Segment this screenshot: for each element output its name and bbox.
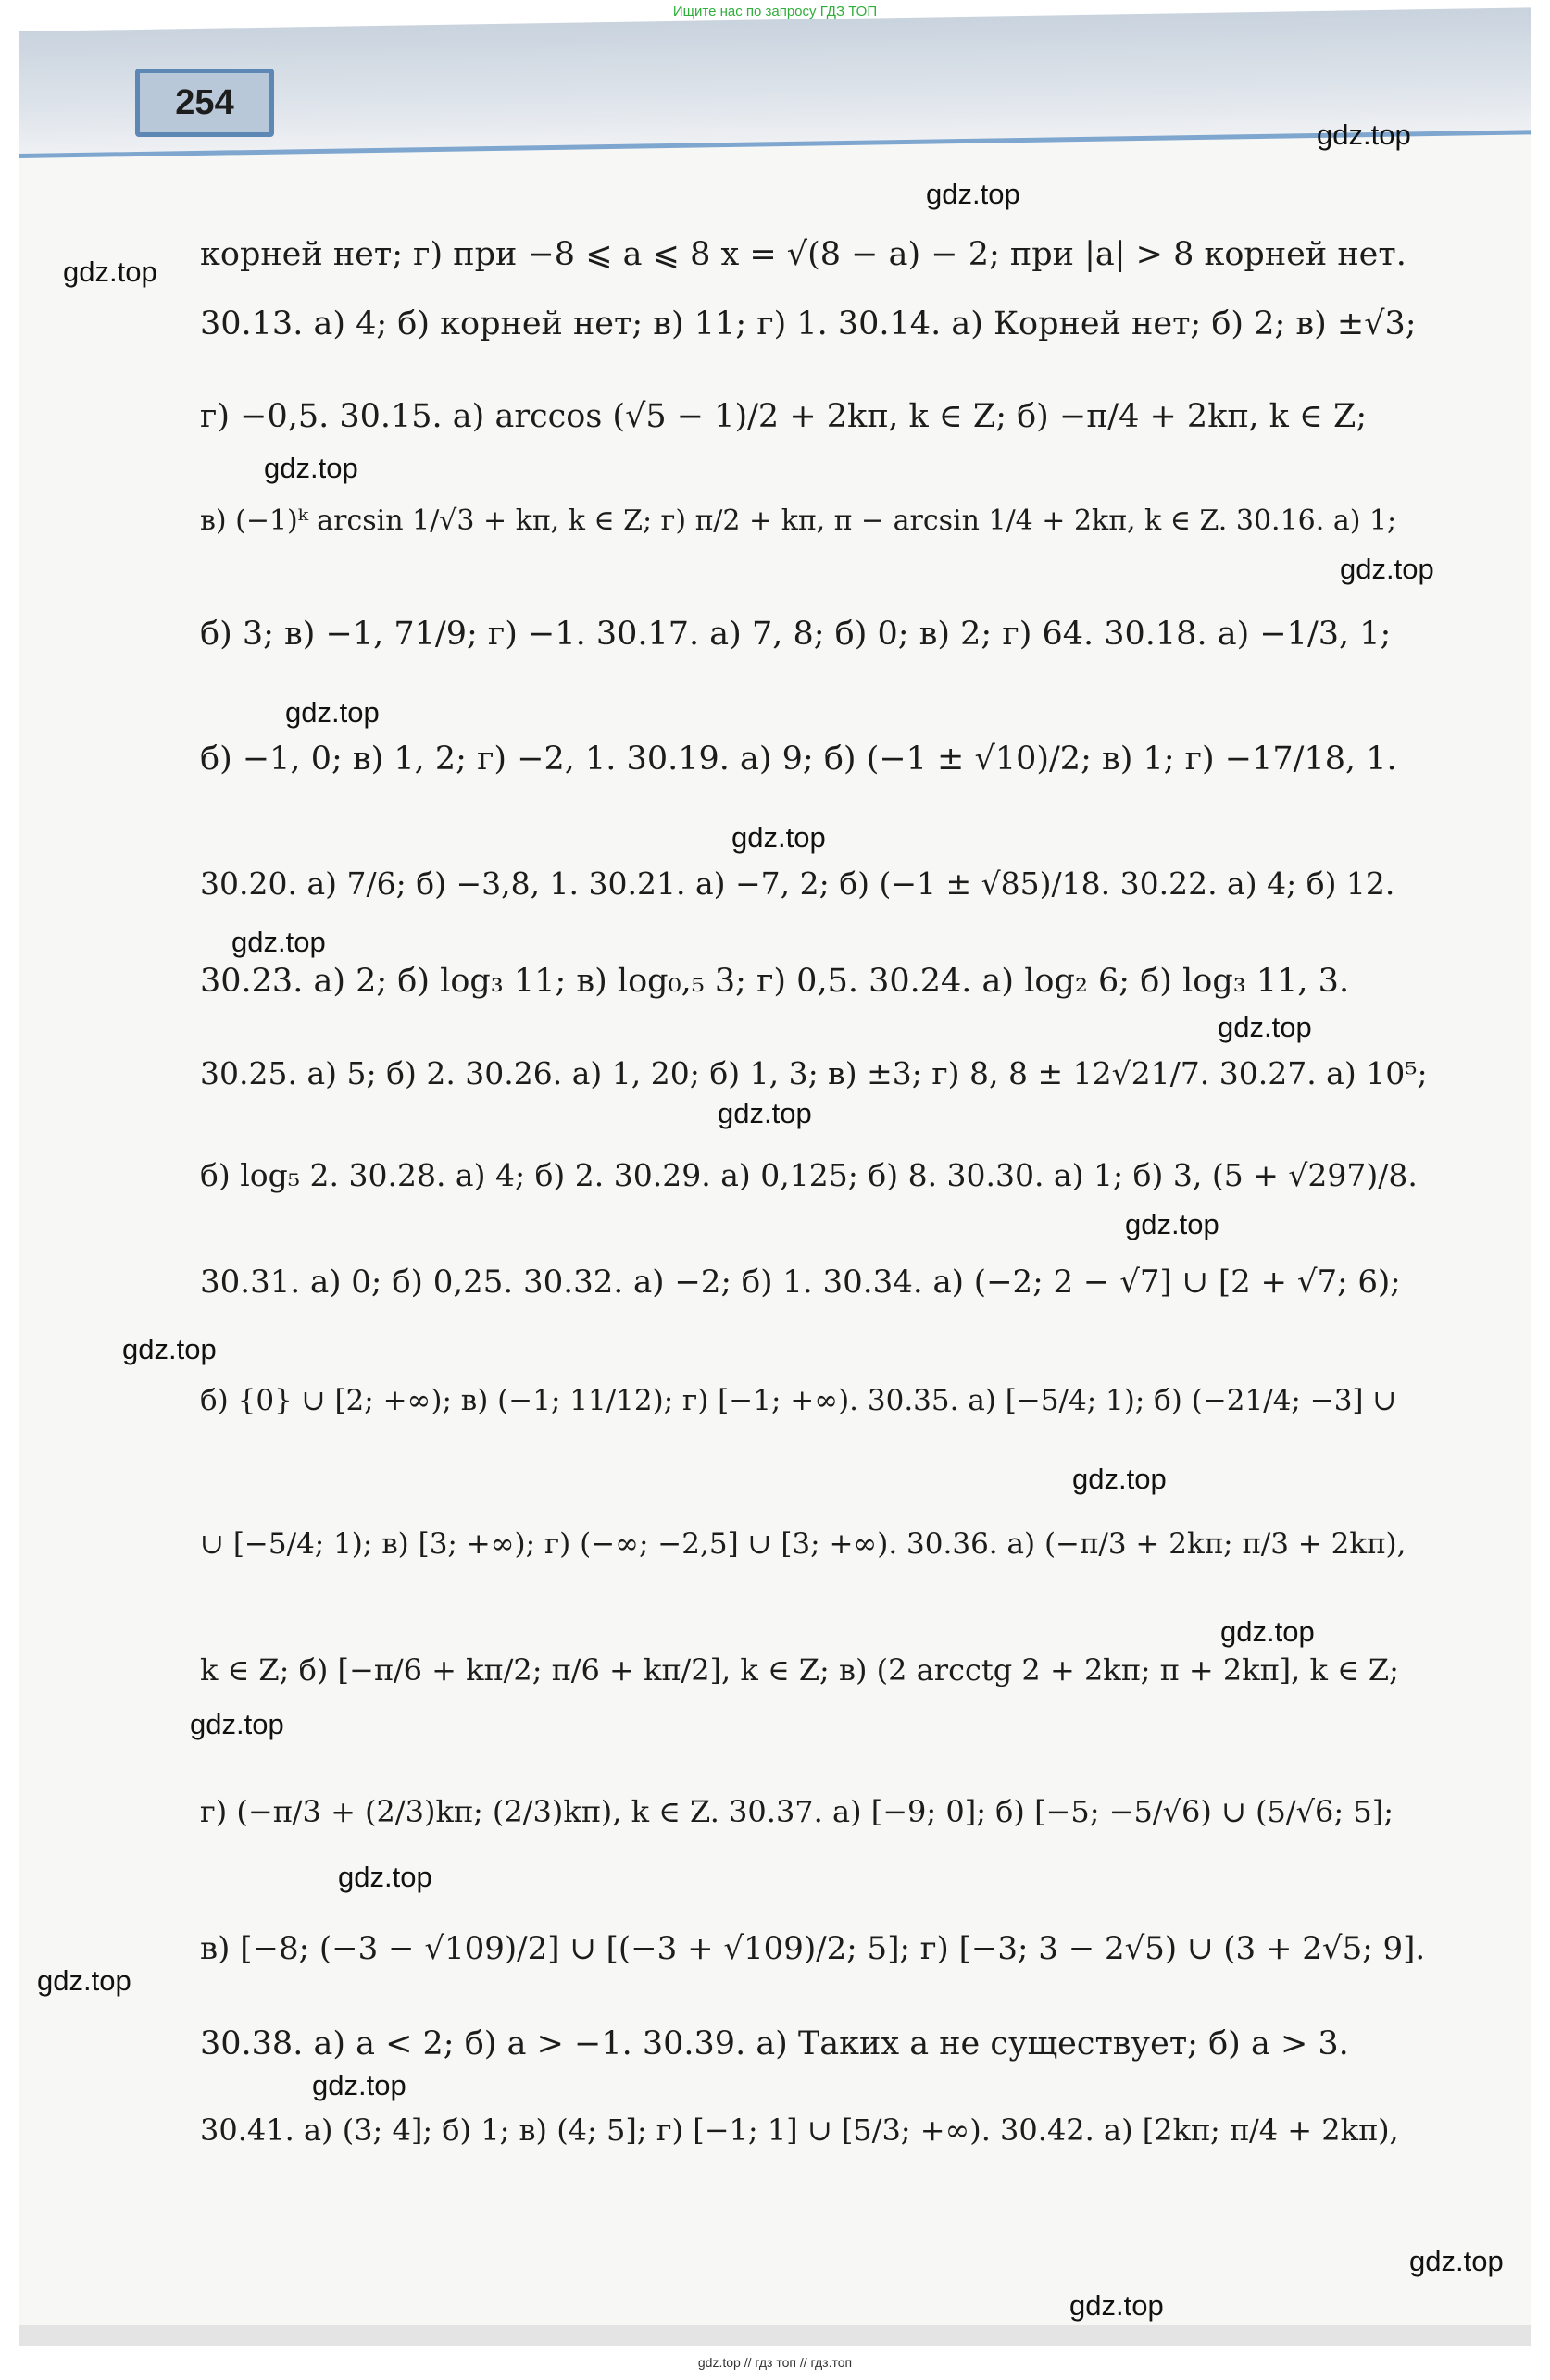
watermark: gdz.top [37,1964,131,1997]
watermark: gdz.top [1409,2245,1504,2277]
answer-line: ∪ [−5/4; 1); в) [3; +∞); г) (−∞; −2,5] ∪ [3; +∞). 30.36. а) (−π/3 + 2kπ; π/3 + 2kπ), [200,1527,1406,1561]
watermark: gdz.top [1218,1011,1312,1043]
watermark: gdz.top [312,2069,406,2101]
answer-line: в) (−1)ᵏ arcsin 1/√3 + kπ, k ∈ Z; г) π/2 + kπ, π − arcsin 1/4 + 2kπ, k ∈ Z. 30.16. а) 1; [200,505,1397,537]
answer-line: б) 3; в) −1, 71/9; г) −1. 30.17. а) 7, 8; б) 0; в) 2; г) 64. 30.18. а) −1/3, 1; [200,616,1392,653]
answer-line: корней нет; г) при −8 ⩽ a ⩽ 8 x = √(8 − a) − 2; при |a| > 8 корней нет. [200,236,1406,273]
answer-line: k ∈ Z; б) [−π/6 + kπ/2; π/6 + kπ/2], k ∈ Z; в) (2 arcctg 2 + 2kπ; π + 2kπ], k ∈ Z; [200,1652,1399,1688]
page-footer-band [19,2325,1531,2346]
footer-watermark: gdz.top // гдз топ // гдз.топ [697,2355,853,2370]
watermark: gdz.top [285,696,380,729]
watermark: gdz.top [1072,1463,1167,1495]
watermark: gdz.top [731,821,826,854]
watermark: gdz.top [264,452,358,484]
watermark: gdz.top [718,1097,812,1129]
watermark: gdz.top [1317,118,1411,151]
answer-line: 30.13. а) 4; б) корней нет; в) 11; г) 1. 30.14. а) Корней нет; б) 2; в) ±√3; [200,305,1417,343]
answer-line: г) (−π/3 + (2/3)kπ; (2/3)kπ), k ∈ Z. 30.37. а) [−9; 0]; б) [−5; −5/√6) ∪ (5/√6; 5]; [200,1794,1394,1829]
answer-line: 30.23. а) 2; б) log₃ 11; в) log₀,₅ 3; г) 0,5. 30.24. а) log₂ 6; б) log₃ 11, 3. [200,963,1350,1000]
answer-line: в) [−8; (−3 − √109)/2] ∪ [(−3 + √109)/2; 5]; г) [−3; 3 − 2√5) ∪ (3 + 2√5; 9]. [200,1930,1426,1967]
answer-line: б) log₅ 2. 30.28. а) 4; б) 2. 30.29. а) 0,125; б) 8. 30.30. а) 1; б) 3, (5 + √297)/8. [200,1157,1418,1193]
watermark: gdz.top [926,178,1020,210]
watermark: gdz.top [1220,1615,1315,1648]
answer-line: 30.31. а) 0; б) 0,25. 30.32. а) −2; б) 1. 30.34. а) (−2; 2 − √7] ∪ [2 + √7; 6); [200,1264,1401,1301]
watermark: gdz.top [1069,2289,1164,2322]
answer-line: 30.25. а) 5; б) 2. 30.26. а) 1, 20; б) 1, 3; в) ±3; г) 8, 8 ± 12√21/7. 30.27. а) 10⁵; [200,1055,1428,1091]
answer-line: 30.20. а) 7/6; б) −3,8, 1. 30.21. а) −7, 2; б) (−1 ± √85)/18. 30.22. а) 4; б) 12. [200,866,1395,902]
watermark: gdz.top [231,926,326,958]
watermark: gdz.top [1125,1208,1219,1240]
answer-line: 30.41. а) (3; 4]; б) 1; в) (4; 5]; г) [−1; 1] ∪ [5/3; +∞). 30.42. а) [2kπ; π/4 + 2kπ), [200,2112,1399,2148]
watermark: gdz.top [122,1333,217,1365]
watermark: gdz.top [1340,553,1434,585]
watermark: gdz.top [63,255,157,288]
answer-line: г) −0,5. 30.15. а) arccos (√5 − 1)/2 + 2kπ, k ∈ Z; б) −π/4 + 2kπ, k ∈ Z; [200,398,1368,435]
answer-line: б) {0} ∪ [2; +∞); в) (−1; 11/12); г) [−1; +∞). 30.35. а) [−5/4; 1); б) (−21/4; −3] ∪ [200,1384,1397,1417]
page-number: 254 [135,69,274,137]
watermark: gdz.top [190,1708,284,1740]
watermark: gdz.top [338,1861,432,1893]
top-banner: Ищите нас по запросу ГДЗ ТОП [672,4,878,19]
answer-line: б) −1, 0; в) 1, 2; г) −2, 1. 30.19. а) 9; б) (−1 ± √10)/2; в) 1; г) −17/18, 1. [200,741,1397,778]
answer-line: 30.38. а) a < 2; б) a > −1. 30.39. а) Таких a не существует; б) a > 3. [200,2025,1349,2062]
